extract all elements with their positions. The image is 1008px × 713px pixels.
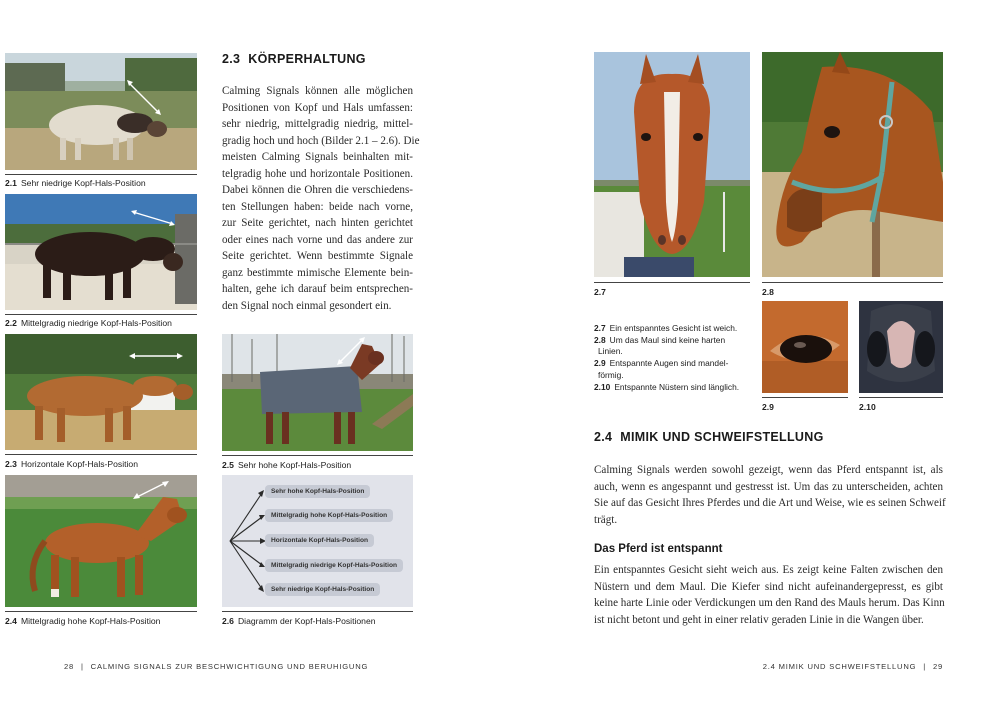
body-paragraph-relaxed: Ein entspanntes Gesicht sieht weich aus. Es zeigt keine Falten zwischen den Nüstern und dem Maul. Die Kiefer sind nicht aufeinandergepresst, es gibt keine harte Linie oder Verdickungen um den Rand des Mauls herum. Das Kinn ist nicht betont und geht in einer relativ geraden Linie in die Wangen über. (594, 564, 945, 626)
photo-2-9-eye (762, 301, 848, 393)
caption-rule (5, 611, 197, 612)
caption-2-5: 2.5 Sehr hohe Kopf-Hals-Position (222, 460, 352, 470)
photo-2-5-very-high-position (222, 334, 413, 451)
footer-right: 2.4 MIMIK UND SCHWEIFSTELLUNG | 29 (762, 662, 943, 671)
photo-2-4-mid-high-position (5, 475, 197, 607)
caption-rule (762, 397, 848, 398)
caption-rule (594, 282, 750, 283)
photo-number-2-9: 2.9 (762, 402, 774, 412)
caption-rule (222, 611, 413, 612)
photo-2-1-very-low-position (5, 53, 197, 170)
caption-rule (222, 455, 413, 456)
section-heading-2-4: 2.4 MIMIK UND SCHWEIFSTELLUNG (594, 430, 824, 444)
diagram-item-mid-high: Mittelgradig hohe Kopf-Hals-Position (265, 509, 393, 522)
diagram-head-neck-positions (222, 475, 413, 607)
caption-2-3: 2.3 Horizontale Kopf-Hals-Position (5, 459, 138, 469)
photo-2-3-horizontal-position (5, 334, 197, 450)
photo-number-2-8: 2.8 (762, 287, 774, 297)
photo-2-7-soft-face (594, 52, 750, 277)
caption-rule (762, 282, 943, 283)
caption-rule (5, 314, 197, 315)
diagram-item-very-high: Sehr hohe Kopf-Hals-Position (265, 485, 370, 498)
section-heading-2-3: 2.3 KÖRPERHALTUNG (222, 52, 366, 66)
diagram-item-very-low: Sehr niedrige Kopf-Hals-Position (265, 583, 380, 596)
photo-2-8-relaxed-mouth (762, 52, 943, 277)
body-paragraph-intro: Calming Signals werden sowohl gezeigt, wenn das Pferd entspannt ist, als auch, wenn es angespannt und gestresst ist. Um das zu unterscheiden, achten Sie auf das Gesicht Ihres Pferdes und die Art und Weise, wie es seinen Schweif trägt. (594, 464, 946, 526)
caption-rule (5, 174, 197, 175)
caption-2-6: 2.6 Diagramm der Kopf-Hals-Positionen (222, 616, 376, 626)
page-number-right: 29 (932, 662, 943, 671)
photo-number-2-10: 2.10 (859, 402, 876, 412)
diagram-item-horizontal: Horizontale Kopf-Hals-Position (265, 534, 374, 547)
footer-left: 28 | CALMING SIGNALS ZUR BESCHWICHTIGUNG UND BERUHIGUNG (64, 662, 369, 671)
side-captions: 2.7 Ein entspanntes Gesicht ist weich. 2.8 Um das Maul sind keine harten Linien. 2.9 Entspannte Augen sind mandel- förmig. 2.10 Entspannte Nüstern sind länglich. (594, 323, 740, 392)
running-title-left: CALMING SIGNALS ZUR BESCHWICHTIGUNG UND BERUHIGUNG (90, 662, 369, 671)
running-title-right: 2.4 MIMIK UND SCHWEIFSTELLUNG (762, 662, 917, 671)
photo-2-2-mid-low-position (5, 194, 197, 310)
subheading-relaxed: Das Pferd ist entspannt (594, 543, 723, 555)
caption-rule (859, 397, 943, 398)
caption-2-1: 2.1 Sehr niedrige Kopf-Hals-Position (5, 178, 146, 188)
photo-2-10-nostrils (859, 301, 943, 393)
page-number-left: 28 (64, 662, 75, 671)
body-paragraph-left: Calming Signals können alle möglichen Positionen von Kopf und Hals umfassen: sehr niedrig, mittelgradig niedrig, mittel- gradig hoch und hoch (Bilder 2.1 – 2.6). Die meisten Calming Signals beinhalten mit- telgradig hohe und horizontale Positionen. Dabei können die Ohren die verschiedens- ten Stellungen haben: beide nach vorne, zur Seite gerichtet, nach hinten gerichtet oder eines nach vorne und das andere zur Seite gerichtet. Wenn bestimmte Signale ganz bestimmte mimische Elemente bein- halten, gehe ich darauf beim entsprechen- den Signal noch einmal gesondert ein. (222, 85, 420, 312)
caption-2-2: 2.2 Mittelgradig niedrige Kopf-Hals-Position (5, 318, 172, 328)
diagram-item-mid-low: Mittelgradig niedrige Kopf-Hals-Position (265, 559, 403, 572)
caption-2-4: 2.4 Mittelgradig hohe Kopf-Hals-Position (5, 616, 161, 626)
caption-rule (5, 454, 197, 455)
photo-number-2-7: 2.7 (594, 287, 606, 297)
